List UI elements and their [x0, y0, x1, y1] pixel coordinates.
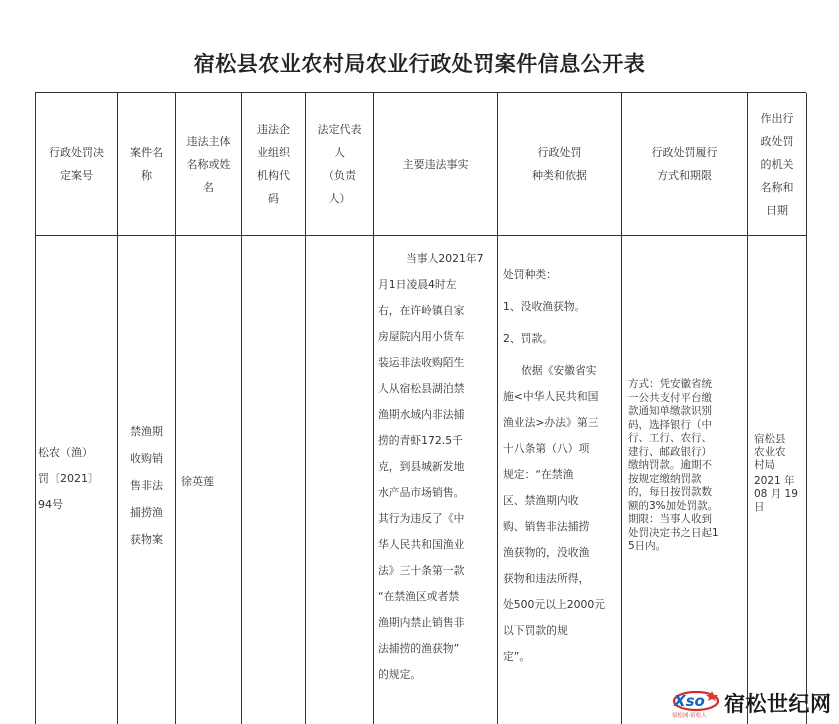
- header-authority-line-5: 日期: [766, 203, 788, 217]
- penalty-line-4: 依据《安徽省实: [521, 364, 597, 377]
- header-penalty: [498, 93, 621, 235]
- facts-line-16: 法捕捞的渔获物”: [378, 642, 460, 655]
- facts-line-13: 法》三十条第一款: [378, 564, 465, 577]
- cell-case-name-line-5: 获物案: [130, 533, 163, 546]
- facts-line-4: 房屋院内用小货车: [378, 330, 465, 343]
- authority-line-5: 08 月 19: [754, 488, 798, 500]
- header-legal-rep-line-2: 人: [334, 146, 345, 159]
- penalty-line-14: 以下罚款的规: [503, 624, 568, 637]
- header-penalty-line-1: 行政处罚: [537, 146, 582, 159]
- method-line-10: 额的3%加处罚款。: [628, 499, 719, 512]
- penalty-line-13: 处500元以上2000元: [503, 598, 606, 611]
- facts-line-11: 其行为违反了《中: [378, 512, 465, 525]
- header-org-code: [242, 93, 305, 235]
- facts-line-9: 克，到县城新发地: [378, 460, 465, 473]
- header-facts: [374, 93, 497, 235]
- method-line-6: 建行、邮政银行）: [628, 445, 712, 458]
- header-org-code-line-4: 码: [268, 192, 279, 205]
- document-title: 宿松县农业农村局农业行政处罚案件信息公开表: [193, 51, 646, 76]
- authority-line-3: 村局: [754, 459, 775, 471]
- method-line-13: 5日内。: [628, 540, 667, 552]
- header-legal-rep-line-4: 人）: [328, 192, 351, 205]
- method-line-4: 码，选择银行（中: [628, 418, 712, 431]
- facts-line-6: 人从宿松县湖泊禁: [378, 382, 465, 395]
- cell-case-name-line-1: 禁渔期: [130, 425, 163, 438]
- cell-case-name: [118, 418, 175, 553]
- table-header-divider: [35, 235, 806, 236]
- method-line-7: 缴纳罚款。逾期不: [628, 459, 712, 471]
- header-org-code-line-1: 违法企: [257, 123, 290, 136]
- header-decision-no: [36, 93, 117, 235]
- method-line-11: 期限：当事人收到: [628, 513, 712, 525]
- penalty-line-5: 施<中华人民共和国: [503, 390, 599, 403]
- header-authority-line-3: 的机关: [760, 157, 794, 171]
- facts-line-7: 渔期水域内非法捕: [378, 408, 465, 421]
- header-method-line-2: 方式和期限: [657, 169, 712, 182]
- site-logo-graphic: [668, 687, 720, 719]
- penalty-line-9: 区、禁渔期内收: [503, 494, 579, 507]
- col-border-9: [806, 93, 807, 724]
- cell-subject-text: 徐英莲: [181, 475, 214, 488]
- header-authority-line-1: 作出行: [760, 111, 794, 125]
- cell-decision-no-line-1: 松农（渔）: [38, 446, 93, 459]
- facts-line-15: 渔期内禁止销售非: [378, 616, 465, 629]
- penalty-line-12: 获物和违法所得，: [503, 572, 590, 585]
- facts-line-12: 华人民共和国渔业: [378, 538, 465, 551]
- cell-decision-no: [38, 440, 116, 518]
- header-authority-line-4: 名称和: [760, 180, 794, 194]
- method-line-2: 一公共支付平台缴: [628, 391, 712, 404]
- site-logo-subtext: 宿松网·宿松人: [672, 713, 707, 719]
- penalty-line-15: 定”。: [503, 650, 531, 663]
- penalty-line-6: 渔业法>办法》第三: [503, 416, 599, 429]
- cell-method: [628, 378, 745, 554]
- authority-line-1: 宿松县: [754, 433, 786, 445]
- site-watermark: [668, 683, 838, 723]
- header-case-name: [118, 93, 175, 235]
- penalty-line-8: 规定：“在禁渔: [503, 468, 574, 481]
- penalty-line-2: 1、没收渔获物。: [503, 300, 586, 313]
- cell-case-name-line-4: 捕捞渔: [130, 506, 163, 519]
- cell-decision-no-line-2: 罚〔2021〕: [38, 472, 99, 485]
- method-line-5: 行、工行、农行、: [628, 432, 712, 444]
- method-line-3: 款通知单缴款识别: [628, 405, 712, 417]
- facts-line-1: 当事人2021年7: [406, 252, 484, 265]
- facts-line-5: 装运非法收购陌生: [378, 356, 465, 369]
- site-watermark-text: 宿松世纪网: [724, 692, 832, 716]
- header-authority: [748, 93, 806, 235]
- site-logo-icon: [668, 687, 720, 719]
- cell-decision-no-line-3: 94号: [38, 498, 63, 511]
- header-decision-no-line-2: 定案号: [60, 169, 93, 182]
- header-method: [622, 93, 747, 235]
- header-authority-line-2: 政处罚: [760, 134, 794, 148]
- method-line-8: 按规定缴纳罚款: [628, 472, 702, 485]
- method-line-9: 的，每日按罚款数: [628, 486, 712, 498]
- header-subject-line-3: 名: [203, 180, 214, 194]
- header-penalty-line-2: 种类和依据: [532, 169, 587, 182]
- header-facts-line-1: 主要违法事实: [402, 157, 469, 171]
- cell-case-name-line-2: 收购销: [130, 452, 163, 465]
- header-org-code-line-2: 业组织: [257, 146, 290, 159]
- header-legal-rep-line-1: 法定代表: [317, 123, 362, 136]
- authority-line-6: 日: [754, 501, 765, 513]
- penalty-line-3: 2、罚款。: [503, 332, 554, 345]
- cell-authority: [754, 433, 806, 514]
- header-decision-no-line-1: 行政处罚决: [49, 146, 104, 159]
- header-org-code-line-3: 机构代: [257, 169, 290, 182]
- facts-line-2: 月1日凌晨4时左: [378, 278, 457, 291]
- facts-line-10: 水产品市场销售。: [378, 486, 465, 499]
- cell-case-name-line-3: 售非法: [130, 479, 163, 492]
- header-method-line-1: 行政处罚履行: [651, 146, 718, 159]
- header-case-name-line-1: 案件名: [130, 146, 163, 159]
- penalty-line-7: 十八条第（八）项: [503, 442, 590, 455]
- header-subject: [176, 93, 241, 235]
- penalty-line-1: 处罚种类：: [503, 268, 557, 281]
- header-case-name-line-2: 称: [141, 169, 152, 182]
- facts-line-8: 捞的青虾172.5千: [378, 434, 463, 447]
- header-legal-rep-line-3: （负责: [323, 169, 356, 182]
- cell-penalty: [503, 262, 620, 670]
- facts-line-3: 右，在许岭镇自家: [378, 304, 465, 317]
- method-line-12: 处罚决定书之日起1: [628, 526, 719, 539]
- header-legal-rep: [306, 93, 373, 235]
- facts-line-17: 的规定。: [378, 668, 422, 681]
- cell-facts: [378, 246, 495, 688]
- facts-line-14: “在禁渔区或者禁: [378, 590, 460, 603]
- header-subject-line-1: 违法主体: [186, 134, 231, 148]
- site-logo-text: Xso: [674, 692, 705, 710]
- header-subject-line-2: 名称或姓: [186, 157, 231, 171]
- penalty-line-11: 渔获物的，没收渔: [503, 546, 590, 559]
- penalty-line-10: 购、销售非法捕捞: [503, 520, 590, 533]
- method-line-1: 方式：凭安徽省统: [628, 378, 712, 390]
- authority-line-4: 2021 年: [754, 475, 795, 487]
- cell-subject: [181, 473, 239, 489]
- authority-line-2: 农业农: [754, 446, 786, 458]
